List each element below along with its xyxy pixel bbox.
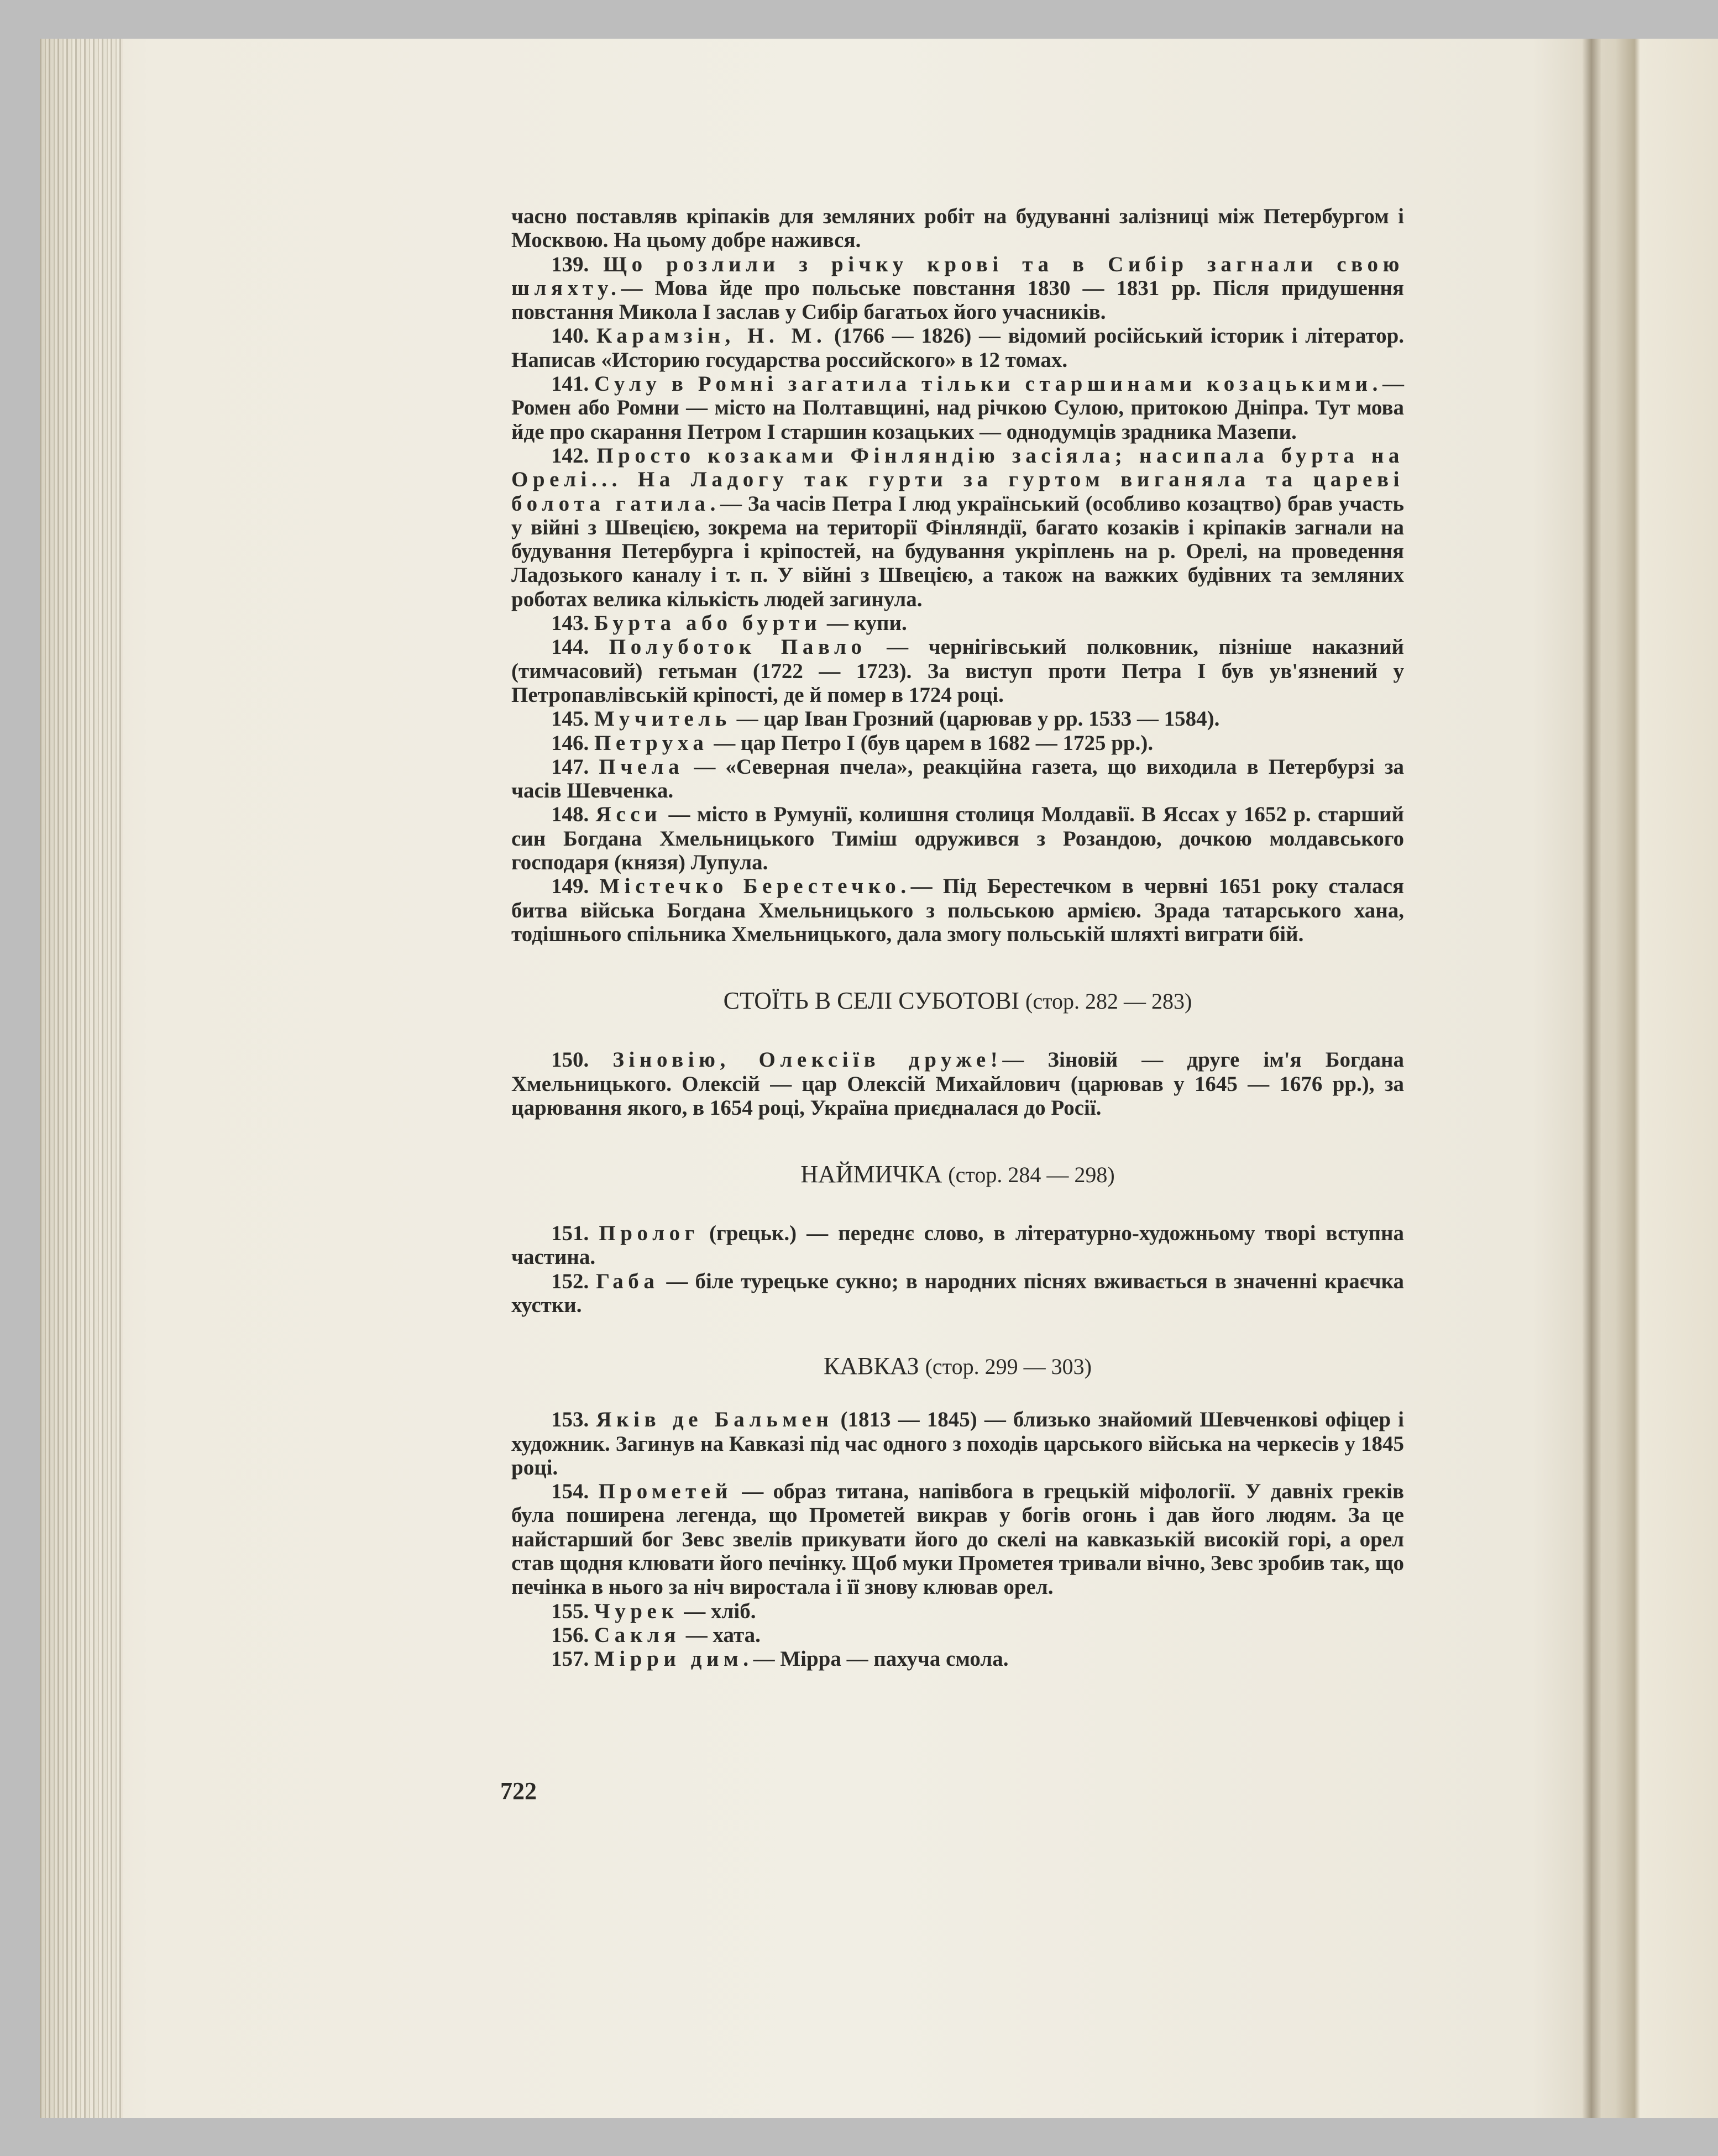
notes-list-d	[511, 1408, 1404, 1671]
section-title-text: НАЙМИЧКА	[800, 1161, 942, 1188]
note-item	[511, 253, 1404, 324]
note-text: — хата.	[680, 1623, 761, 1647]
note-term: Яків де Бальмен	[596, 1408, 834, 1432]
note-text: — біле турецьке сукно; в народних піснях вживається в значенні краєчка хустки.	[511, 1269, 1404, 1317]
note-term: Карамзін, Н. М.	[596, 324, 827, 348]
note-term: Ясси	[595, 802, 662, 827]
note-text: — Під Берестечком в червні 1651 року сталася битва війська Богдана Хмельницького з польською армією. Зрада татарського хана, тодішнього спільника Хмельницького, дала змогу польській шляхті виграти бій.	[511, 874, 1404, 946]
note-item	[511, 1408, 1404, 1480]
note-text: — Мова йде про польське повстання 1830 — 1831 рр. Після придушення повстання Микола I заслав у Сибір багатьох його учасників.	[511, 276, 1404, 324]
note-item	[511, 1270, 1404, 1318]
note-number: 150.	[551, 1048, 613, 1072]
note-number: 151.	[551, 1221, 599, 1246]
note-term: Полуботок Павло	[609, 635, 867, 659]
note-term: Пчела	[599, 754, 684, 779]
note-item	[511, 1647, 1404, 1671]
note-item	[511, 444, 1404, 611]
note-number: 140.	[551, 324, 596, 348]
note-term: Габа	[596, 1269, 659, 1293]
section-pages: (стор. 299 — 303)	[925, 1354, 1092, 1379]
note-item	[511, 611, 1404, 635]
section-pages: (стор. 282 — 283)	[1025, 989, 1192, 1014]
section-title-text: СТОЇТЬ В СЕЛІ СУБОТОВІ	[723, 987, 1020, 1015]
note-text: — цар Петро I (був царем в 1682 — 1725 рр.).	[708, 731, 1154, 755]
section-heading-naimychka	[511, 1161, 1404, 1188]
book-binding-edge	[40, 39, 123, 2118]
note-term: Зіновію, Олексіїв друже!	[612, 1048, 1003, 1072]
note-number: 141.	[551, 372, 595, 396]
page-number: 722	[500, 1777, 537, 1804]
notes-list-c	[511, 1221, 1404, 1317]
note-text: (грецьк.) — переднє слово, в літературно-художньому творі вступна частина.	[511, 1221, 1404, 1270]
note-number: 156.	[551, 1623, 594, 1647]
note-item	[511, 755, 1404, 803]
note-number: 145.	[551, 707, 594, 731]
note-item	[511, 1623, 1404, 1647]
note-text: — хліб.	[678, 1599, 756, 1623]
note-term: Сакля	[594, 1623, 681, 1647]
notes-text-block	[511, 204, 1404, 1671]
note-number: 139.	[551, 252, 604, 276]
note-item	[511, 802, 1404, 874]
note-text: (1813 — 1845) — близько знайомий Шевченкові офіцер і художник. Загинув на Кавказі під час одного з походів царського війська на черкесів у 1845 році.	[511, 1408, 1405, 1480]
note-number: 149.	[551, 874, 600, 899]
note-text: — образ титана, напівбога в грецькій міфології. У давніх греків була поширена легенда, що Прометей викрав у богів огонь і дав його людям. За це найстарший бог Зевс звелів прикувати його до скелі на кавказькій високій горі, а орел став щодня клювати його печінку. Щоб муки Прометея тривали вічно, Зевс зробив так, що печінка в нього за ніч виростала і її знову клював орел.	[511, 1480, 1405, 1599]
note-number: 152.	[551, 1269, 596, 1293]
notes-list-b	[511, 1048, 1404, 1120]
note-text: — За часів Петра I люд український (особливо козацтво) брав участь у війні з Швецією, зокрема на території Фінляндії, багато козаків і кріпаків загнали на будування Петербурга і кріпостей, на будування укріплень на р. Орелі, на проведення Ладозького каналу і т. п. У війні з Швецією, а також на важких будівних та земляних роботах велика кількість людей загинула.	[511, 491, 1404, 611]
note-term: Бурта або бурти	[594, 611, 822, 636]
note-item	[511, 731, 1404, 755]
note-text: — Мірра — пахуча смола.	[753, 1647, 1009, 1671]
note-term: Сулу в Ромні загатила тільки старшинами козацькими.	[594, 372, 1383, 396]
note-text: — Зіновій — друге ім'я Богдана Хмельницького. Олексій — цар Олексій Михайлович (царював у 1645 — 1676 рр.), за царювання якого, в 1654 році, Україна приєдналася до Росії.	[511, 1048, 1405, 1120]
note-item	[511, 635, 1404, 707]
note-number: 154.	[551, 1480, 599, 1504]
note-item	[511, 1599, 1404, 1623]
note-term: Містечко Берестечко.	[599, 874, 911, 899]
intro-paragraph: часно поставляв кріпаків для земляних робіт на будуванні залізниці між Петербургом і Москвою. На цьому добре нажився.	[511, 204, 1404, 253]
note-number: 143.	[551, 611, 594, 636]
note-text: — купи.	[821, 611, 907, 636]
note-term: Пролог	[599, 1221, 699, 1246]
note-number: 155.	[551, 1599, 594, 1623]
note-text: — чернігівський полковник, пізніше наказний (тимчасовий) гетьман (1722 — 1723). За виступ проти Петра I був ув'язнений у Петропавлівській кріпості, де й помер в 1724 році.	[511, 635, 1404, 707]
note-term: Мірри дим.	[594, 1647, 753, 1671]
note-number: 157.	[551, 1647, 594, 1671]
note-term: Мучитель	[594, 707, 731, 731]
note-item	[511, 874, 1404, 946]
note-number: 147.	[551, 754, 599, 779]
section-pages: (стор. 284 — 298)	[948, 1162, 1115, 1188]
note-number: 144.	[551, 635, 609, 659]
note-text: — місто в Румунії, колишня столиця Молдавії. В Яссах у 1652 р. старший син Богдана Хмельницького Тиміш одружився з Розандою, дочкою молдавського господаря (князя) Лупула.	[511, 802, 1404, 875]
section-title-text: КАВКАЗ	[824, 1352, 919, 1380]
note-term: Просто козаками Фінляндію засіяла; насипала бурта на Орелі... На Ладогу так гурти за гуртом виганяла та цареві болота гатила.	[511, 443, 1405, 516]
note-term: Що розлили з річку крові та в Сибір загнали свою шляхту.	[511, 252, 1404, 300]
note-text: (1766 — 1826) — відомий російський історик і літератор. Написав «Историю государства российского» в 12 томах.	[511, 324, 1405, 372]
note-item	[511, 324, 1404, 372]
section-heading-kavkaz	[511, 1353, 1404, 1380]
note-term: Прометей	[598, 1480, 732, 1504]
note-term: Чурек	[594, 1599, 679, 1623]
notes-list-a	[511, 253, 1404, 947]
note-term: Петруха	[594, 731, 709, 755]
note-text: — цар Іван Грозний (царював у рр. 1533 — 1584).	[731, 707, 1220, 731]
note-number: 148.	[551, 802, 596, 827]
note-text: — Ромен або Ромни — місто на Полтавщині, над річкою Сулою, притокою Дніпра. Тут мова йде про скарання Петром I старшин козацьких — однодумців зрадника Мазепи.	[511, 372, 1405, 444]
note-item	[511, 707, 1404, 731]
note-item	[511, 1221, 1404, 1270]
note-item	[511, 1048, 1404, 1120]
note-text: — «Северная пчела», реакційна газета, що виходила в Петербурзі за часів Шевченка.	[511, 754, 1405, 803]
section-heading-subotiv	[511, 988, 1404, 1015]
note-number: 153.	[551, 1408, 596, 1432]
note-item	[511, 372, 1404, 444]
page-spine-shadow	[1582, 39, 1601, 2118]
note-number: 142.	[551, 443, 597, 468]
note-item	[511, 1480, 1404, 1599]
note-number: 146.	[551, 731, 594, 755]
